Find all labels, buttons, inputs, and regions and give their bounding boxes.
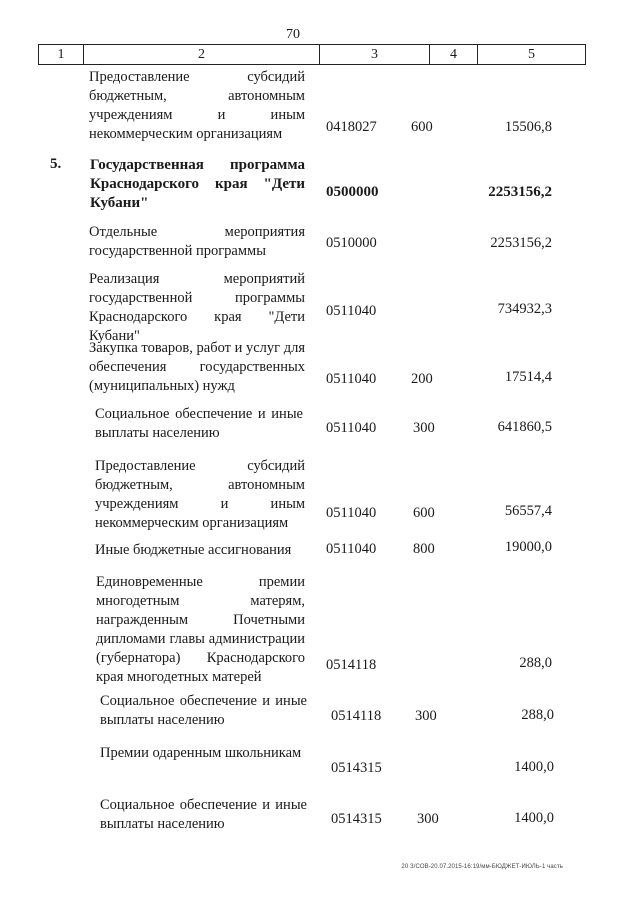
row-amount: 19000,0 [504,539,552,555]
row-name: Предоставление субсидий бюджетным, автономным учреждениям и иным некоммерческим организациям [89,69,305,142]
row-code: 0418027 [326,119,377,135]
table-header [38,44,586,65]
row-name: Социальное обеспечение и иные выплаты населению [100,797,307,832]
row-amount: 17514,4 [504,369,552,385]
row-code: 0511040 [326,541,377,557]
row-amount: 56557,4 [504,503,552,519]
row-vr: 300 [413,420,435,436]
row-name: Премии одаренным школьникам [100,745,302,761]
row-amount: 288,0 [519,655,552,671]
row-code: 0514315 [331,811,382,827]
row-amount: 734932,3 [497,301,552,317]
row-code: 0514118 [326,657,377,673]
row-code: 0514315 [331,760,382,776]
row-name: Иные бюджетные ассигнования [95,542,292,558]
row-vr: 800 [413,541,435,557]
row-code: 0511040 [326,420,377,436]
row-amount: 1400,0 [514,759,554,775]
row-vr: 600 [413,505,435,521]
row-code: 0511040 [326,303,377,319]
row-name: Реализация мероприятий государственной программы Краснодарского края "Дети Кубани" [89,271,305,344]
row-amount: 2253156,2 [488,184,552,200]
header-col-3: 3 [320,45,430,64]
document-footer: 20 З/СОВ-20.07.2015-16:19/мм-БЮДЖЕТ-ИЮЛЬ-1 часть [401,864,563,870]
row-vr: 300 [417,811,439,827]
row-name: Социальное обеспечение и иные выплаты населению [95,406,303,441]
row-amount: 15506,8 [504,119,552,135]
header-col-4: 4 [430,45,478,64]
row-name: Закупка товаров, работ и услуг для обеспечения государственных (муниципальных) нужд [89,340,306,394]
row-vr: 600 [411,119,433,135]
header-col-1: 1 [39,45,84,64]
row-number: 5. [50,156,62,172]
header-col-2: 2 [84,45,320,64]
row-amount: 1400,0 [514,810,554,826]
header-col-5: 5 [528,47,535,62]
row-name: Отдельные мероприятия государственной программы [89,224,305,259]
row-code: 0500000 [326,184,379,200]
row-name: Предоставление субсидий бюджетным, автономным учреждениям и иным некоммерческим организациям [95,458,305,531]
page-number: 70 [286,27,300,42]
row-name: Единовременные премии многодетным матерям, награжденным Почетными дипломами главы администрации (губернатора) Краснодарского края многодетных матерей [96,574,305,685]
row-name: Государственная программа Краснодарского края "Дети Кубани" [90,157,305,211]
row-amount: 2253156,2 [490,235,552,251]
row-code: 0510000 [326,235,377,251]
row-code: 0511040 [326,371,377,387]
row-code: 0511040 [326,505,377,521]
row-amount: 641860,5 [497,419,552,435]
row-code: 0514118 [331,708,382,724]
row-vr: 200 [411,371,433,387]
row-amount: 288,0 [521,707,554,723]
row-name: Социальное обеспечение и иные выплаты населению [100,693,307,728]
row-vr: 300 [415,708,437,724]
